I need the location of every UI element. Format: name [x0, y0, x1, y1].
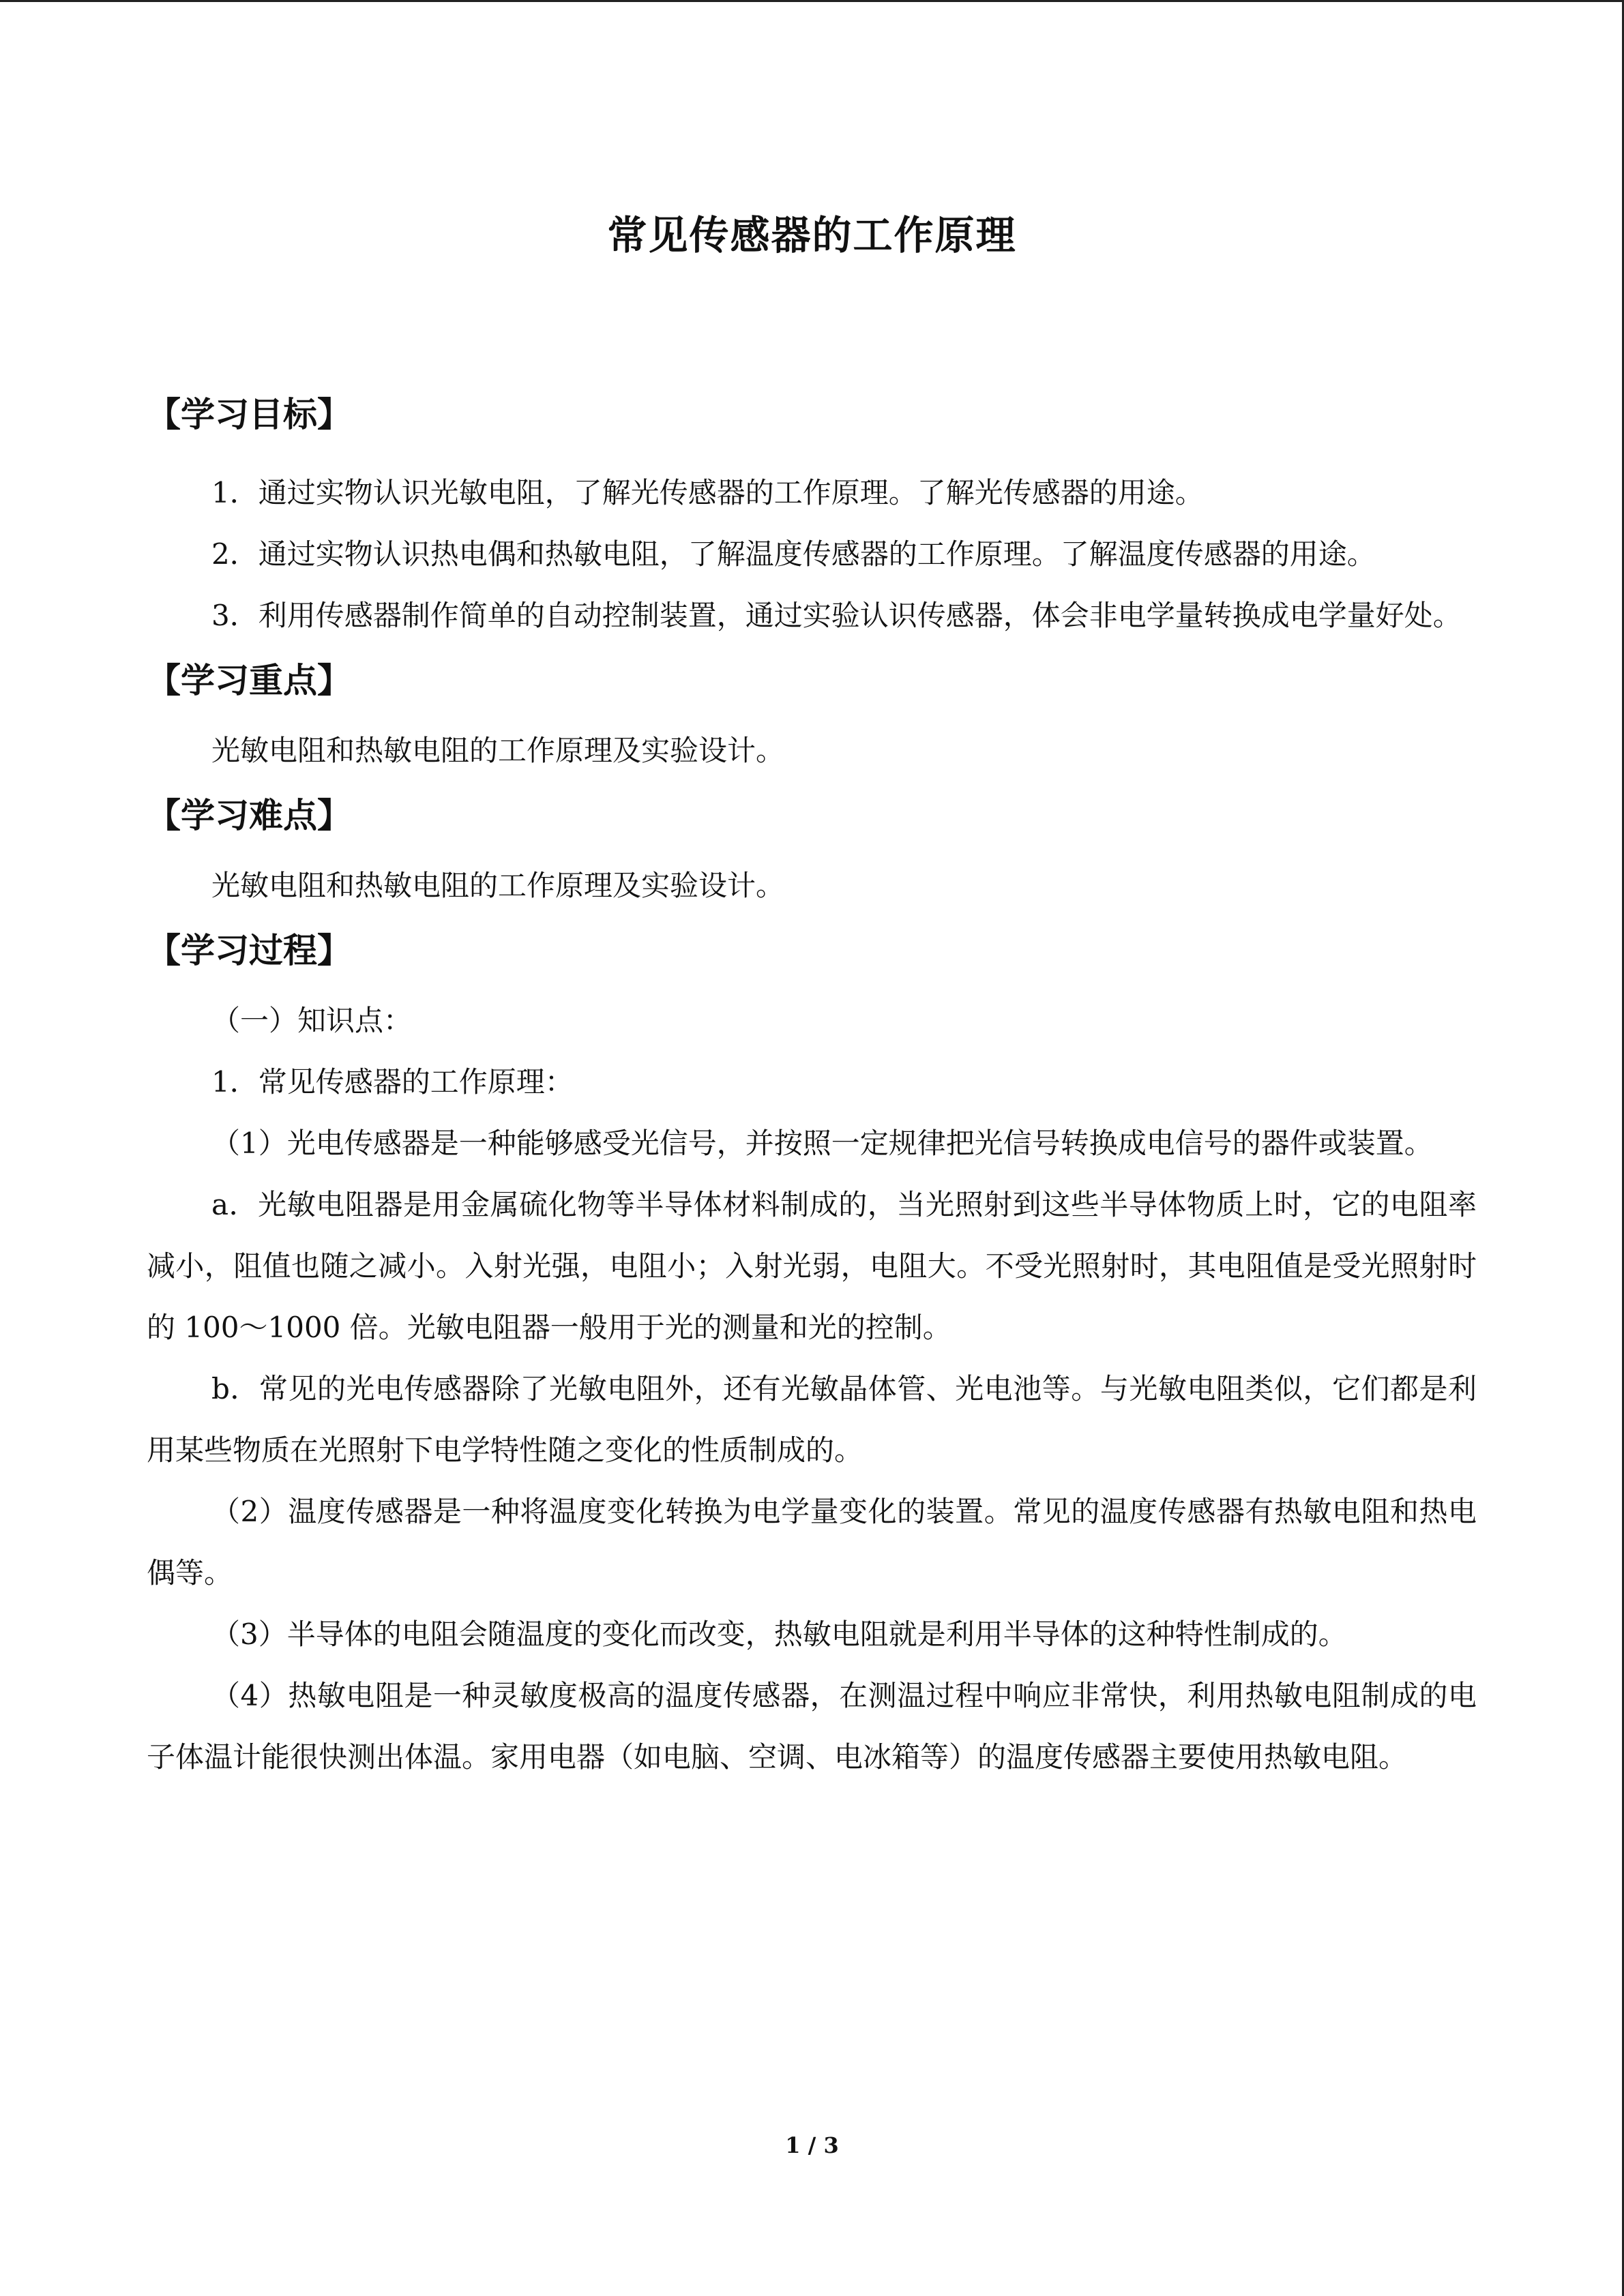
process-paragraph-7: （3）半导体的电阻会随温度的变化而改变，热敏电阻就是利用半导体的这种特性制成的。 — [211, 1617, 1347, 1651]
process-paragraph-1: （一）知识点： — [211, 1004, 413, 1037]
heading-objectives: 【学习目标】 — [147, 395, 351, 434]
key-points-text: 光敏电阻和热敏电阻的工作原理及实验设计。 — [211, 734, 785, 767]
objective-item-1: 1．通过实物认识光敏电阻，了解光传感器的工作原理。了解光传感器的用途。 — [211, 476, 1204, 509]
document-title: 常见传感器的工作原理 — [607, 212, 1017, 258]
process-paragraph-8: （4）热敏电阻是一种灵敏度极高的温度传感器，在测温过程中响应非常快，利用热敏电阻制成的电子体温计能很快测出体温。家用电器（如电脑、空调、电冰箱等）的温度传感器主要使用热敏电阻。 — [147, 1679, 1477, 1774]
heading-difficulties: 【学习难点】 — [147, 796, 351, 835]
difficulties-text: 光敏电阻和热敏电阻的工作原理及实验设计。 — [211, 869, 785, 902]
process-paragraph-2: 1．常见传感器的工作原理： — [211, 1065, 574, 1099]
objective-item-3: 3．利用传感器制作简单的自动控制装置，通过实验认识传感器，体会非电学量转换成电学量好处。 — [211, 599, 1462, 632]
objective-item-2: 2．通过实物认识热电偶和热敏电阻，了解温度传感器的工作原理。了解温度传感器的用途。 — [211, 537, 1376, 571]
process-paragraph-5: b．常见的光电传感器除了光敏电阻外，还有光敏晶体管、光电池等。与光敏电阻类似，它们都是利用某些物质在光照射下电学特性随之变化的性质制成的。 — [147, 1372, 1477, 1467]
process-paragraph-4: a．光敏电阻器是用金属硫化物等半导体材料制成的，当光照射到这些半导体物质上时，它的电阻率减小，阻值也随之减小。入射光强，电阻小；入射光弱，电阻大。不受光照射时，其电阻值是受光照射时的 100～1000 倍。光敏电阻器一般用于光的测量和光的控制。 — [147, 1188, 1477, 1344]
heading-key-points: 【学习重点】 — [147, 661, 351, 700]
document-body — [147, 381, 1477, 1788]
process-paragraph-3: （1）光电传感器是一种能够感受光信号，并按照一定规律把光信号转换成电信号的器件或装置。 — [211, 1127, 1433, 1160]
page-number: 1 / 3 — [785, 2132, 839, 2158]
top-border-line — [0, 0, 1624, 2]
heading-process: 【学习过程】 — [147, 931, 351, 970]
process-paragraph-6: （2）温度传感器是一种将温度变化转换为电学量变化的装置。常见的温度传感器有热敏电阻和热电偶等。 — [147, 1495, 1477, 1590]
